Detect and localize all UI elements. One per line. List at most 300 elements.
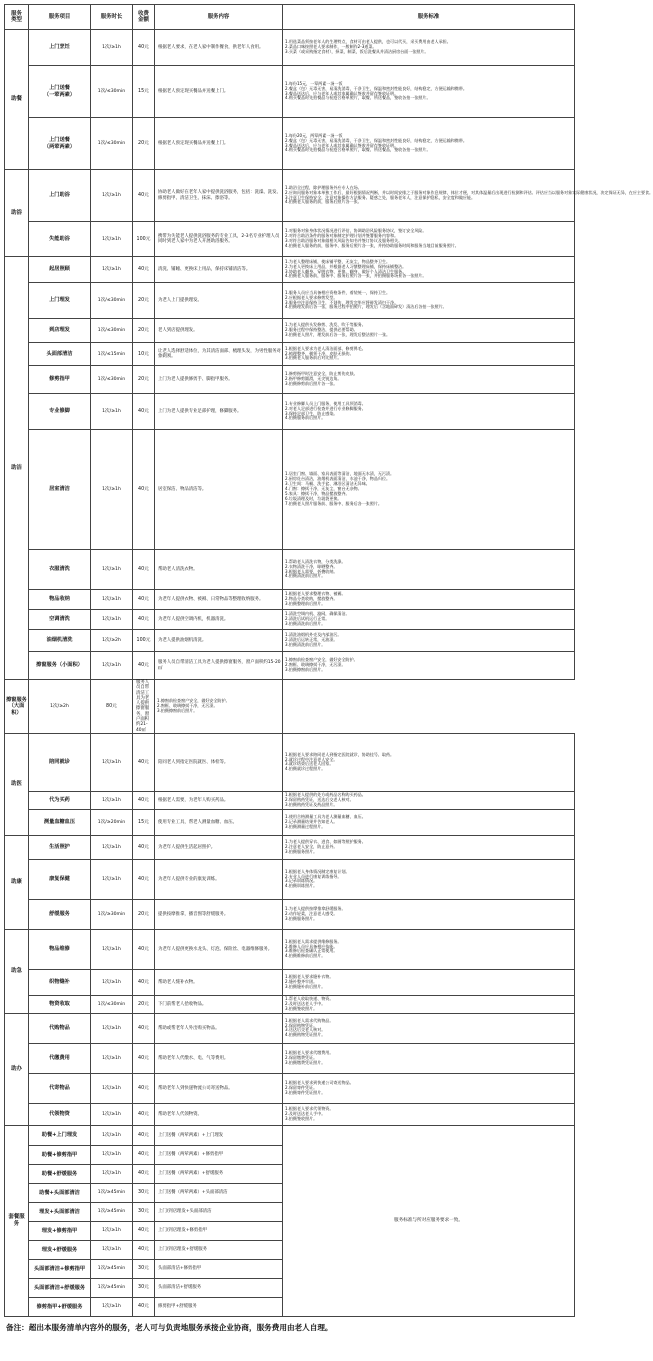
fee-cell: 15元 — [133, 66, 155, 118]
item-cell: 代寄物品 — [29, 1073, 91, 1103]
standard-line: 1.根据老人需求提供维修服务。 — [285, 938, 342, 944]
item-cell: 头面部清洁+修剪指甲 — [29, 1259, 91, 1278]
table-row — [5, 257, 575, 283]
duration-cell: 1次/≥1h — [91, 1103, 133, 1125]
fee-cell: 20元 — [133, 118, 155, 170]
standard-cell — [283, 118, 575, 170]
standard-line: 3.拍摄购药凭证及药品照片。 — [285, 801, 338, 807]
table-row — [5, 430, 575, 550]
standard-line: 1.每份15元，一荤两素一汤一饭 — [285, 80, 343, 86]
service-list — [4, 4, 653, 1333]
header-content: 服务内容 — [155, 5, 283, 30]
table-row — [5, 929, 575, 969]
fee-cell: 40元 — [133, 1221, 155, 1240]
standard-cell — [283, 899, 575, 929]
content-cell: 携带为失能老人提供洗浴服务的专业工具，2-3名专业护理人员同时到老人家中为老人开展助浴服务。 — [155, 222, 283, 257]
fee-cell: 30元 — [133, 1278, 155, 1297]
content-cell: 为老年人提供专业的康复训练。 — [155, 859, 283, 899]
table-body — [5, 30, 653, 1317]
standard-cell — [283, 366, 575, 394]
duration-cell: 1次/≥1h — [91, 394, 133, 430]
table-row — [5, 1043, 575, 1073]
table-row — [5, 343, 575, 366]
standard-cell — [283, 30, 575, 66]
item-cell: 上门送餐 （一荤两素） — [29, 66, 91, 118]
table-row — [5, 1073, 575, 1103]
duration-cell: 1次/≥1h — [91, 1240, 133, 1259]
standard-line: 2.维修人员应具备相应技能。 — [285, 943, 338, 949]
standard-line: 2.厨房灶台清洁，油烟机表面清洁，水池干净，物品归位。 — [285, 476, 391, 482]
table-row — [5, 652, 575, 680]
standard-line: 1.助浴全过程，除护理服务外应专人在场。 — [285, 184, 362, 190]
standard-line: 2.餐盒（包）无毒无害，易清洗消毒，干净卫生，保温和密封性能良好，结构稳定，方便运输和携带。 — [285, 137, 467, 143]
standard-line: 2.餐盒（包）无毒无害，易清洗消毒，干净卫生，保温和密封性能良好，结构稳定，方便运输和携带。 — [285, 85, 467, 91]
fee-cell: 40元 — [133, 1240, 155, 1259]
duration-cell: 1次/≥1h — [91, 550, 133, 590]
item-cell: 舒缓服务 — [29, 899, 91, 929]
fee-cell: 40元 — [133, 969, 155, 995]
item-cell: 起居照顾 — [29, 257, 91, 283]
standard-line: 2.对老人足部进行检查并进行专业修脚服务。 — [285, 405, 366, 411]
fee-cell: 20元 — [133, 319, 155, 343]
standard-line: 1.帮助老人清洗衣物，分类洗涤。 — [285, 558, 346, 564]
fee-cell: 40元 — [133, 170, 155, 222]
standard-cell — [283, 1103, 575, 1125]
standard-cell — [155, 680, 283, 734]
content-cell: 陪同老人到指定医院就医、体检等。 — [155, 733, 283, 791]
fee-cell: 20元 — [133, 995, 155, 1013]
fee-cell: 40元 — [133, 791, 155, 809]
duration-cell: 1次/≥1h — [91, 929, 133, 969]
duration-cell: 1次/≥20min — [91, 809, 133, 835]
table-row — [5, 899, 575, 929]
item-cell: 上门烹饪 — [29, 30, 91, 66]
table-row — [5, 859, 575, 899]
header-row — [5, 5, 575, 30]
standard-line: 3.拍摄修剪前后照片各一张。 — [285, 380, 338, 386]
standard-line: 2.指甲修剪圆滑，无尖锐边角。 — [285, 376, 342, 382]
fee-cell: 20元 — [133, 283, 155, 319]
standard-line: 7.拍摄老人照片服务前、服务中、服务后各一张照片。 — [285, 500, 382, 506]
standard-line: 2.专业人员进行康复训练指导。 — [285, 873, 342, 879]
standard-line: 3.餐品送达后，应与老年人或其家属确认签收并留存签收证明。 — [285, 142, 399, 148]
content-cell: 上门/到店理发+舒缓服务 — [155, 1240, 283, 1259]
table-row — [5, 1013, 575, 1043]
duration-cell: 1次/≥1h — [91, 652, 133, 680]
standard-line: 1.清洗油烟机外壳及内部油污。 — [285, 632, 342, 638]
fee-cell: 40元 — [133, 394, 155, 430]
item-cell: 助餐+修剪指甲 — [29, 1145, 91, 1164]
fee-cell: 40元 — [133, 652, 155, 680]
header-duration: 服务时长 — [91, 5, 133, 30]
fee-cell: 40元 — [133, 1013, 155, 1043]
standard-line: 4.门窗：擦拭干净，无灰尘，窗台无杂物。 — [285, 486, 362, 492]
item-cell: 代领物资 — [29, 1103, 91, 1125]
item-cell: 头面部清洁 — [29, 343, 91, 366]
duration-cell: 1次/≥1h — [91, 30, 133, 66]
item-cell: 代缴费用 — [29, 1043, 91, 1073]
item-cell: 到店理发 — [29, 319, 91, 343]
header-category: 服务 类型 — [5, 5, 29, 30]
standard-line: 1.擦窗前检查窗户安全，做好安全防护。 — [157, 698, 230, 704]
table-row — [5, 66, 575, 118]
content-cell: 帮助老人缝补衣物。 — [155, 969, 283, 995]
category-cell: 助洁 — [5, 257, 29, 680]
standard-line: 2.菜品口味按照老人要求制作，一般制作2-3道菜。 — [285, 44, 377, 50]
standard-line: 2.对符合助浴条件的服务对象制定护理计划并签署服务内容和。 — [285, 233, 399, 239]
duration-cell: 1次/≥1h — [91, 835, 133, 859]
duration-cell: 1次/≤30min — [91, 366, 133, 394]
content-cell: 下门前帮老人拾收物品。 — [155, 995, 283, 1013]
standard-line: 2.保留缴费凭证。 — [285, 1054, 318, 1060]
service-table — [4, 4, 653, 1317]
duration-cell: 1次/≥1h — [91, 1297, 133, 1316]
content-cell: 上门/到店理发+修剪指甲 — [155, 1221, 283, 1240]
standard-line: 3.送达后交老人核对。 — [285, 1027, 326, 1033]
standard-line: 2.注意老人安全，防止意外。 — [285, 843, 338, 849]
fee-cell: 100元 — [133, 630, 155, 652]
duration-cell: 1次/≥1h — [91, 733, 133, 791]
standard-line: 4.拍摄老人服务前，服务中、服务后照片各一张，并拍摄服务场景各一张照片。 — [285, 273, 427, 279]
standard-line: 4.购买餐品时先拍餐品与检疫合格单照片，取餐、所送餐品，签收各拍一张照片。 — [285, 95, 431, 101]
content-cell: 上门为老人提供专业足部护理，修脚服务。 — [155, 394, 283, 430]
table-row — [5, 809, 575, 835]
standard-cell — [283, 319, 575, 343]
fee-cell: 40元 — [133, 610, 155, 630]
item-cell: 物品维修 — [29, 929, 91, 969]
item-cell: 代购物品 — [29, 1013, 91, 1043]
category-cell: 助医 — [5, 733, 29, 835]
standard-cell — [283, 859, 575, 899]
standard-cell — [283, 343, 575, 366]
standard-line: 1.根据老人身体情况制定康复计划。 — [285, 868, 350, 874]
table-row — [5, 30, 575, 66]
standard-line: 2.服务过程中保持整洁，提供必要帮助。 — [285, 327, 358, 333]
fee-cell: 40元 — [133, 859, 155, 899]
duration-cell: 1次/≥1h — [91, 1164, 133, 1183]
fee-cell: 40元 — [133, 430, 155, 550]
standard-cell — [283, 995, 575, 1013]
standard-line: 3.保持足部卫生，防止感染。 — [285, 410, 338, 416]
standard-line: 2.保留寄件凭证。 — [285, 1084, 318, 1090]
item-cell: 助餐+舒缓服务 — [29, 1164, 91, 1183]
standard-line: 2.衣物清洗干净，晾晒整齐。 — [285, 563, 338, 569]
standard-line: 3.拍摄服务照片。 — [285, 848, 318, 854]
standard-line: 2.保留购药凭证，送达后交老人核对。 — [285, 796, 354, 802]
item-cell: 理发+头面部清洁 — [29, 1202, 91, 1221]
standard-cell — [283, 283, 575, 319]
standard-cell — [283, 929, 575, 969]
content-cell: 让老人选择舒适体位，为其清洁面部、梳理头发，为男性服务对象剃须。 — [155, 343, 283, 366]
fee-cell: 100元 — [133, 222, 155, 257]
content-cell: 根据老人预定现买餐品并送餐上门。 — [155, 66, 283, 118]
item-cell: 上门理发 — [29, 283, 91, 319]
standard-line: 3.拍摄签收照片。 — [285, 1115, 318, 1121]
standard-line: 1.根据老人要求代缴费用。 — [285, 1050, 334, 1056]
fee-cell: 10元 — [133, 343, 155, 366]
standard-line: 4.拍摄理发前后各一张，服务过程中拍照片，理发后（含地面碎发）清洁后各拍一张照片。 — [285, 304, 447, 310]
duration-cell: 1次/≥1h — [91, 969, 133, 995]
item-cell: 失能助浴 — [29, 222, 91, 257]
item-cell: 物资收取 — [29, 995, 91, 1013]
standard-cell — [283, 835, 575, 859]
standard-line: 3.拍摄测量过程照片。 — [285, 823, 326, 829]
fee-cell: 40元 — [133, 257, 155, 283]
table-row — [5, 550, 575, 590]
fee-cell: 40元 — [133, 1073, 155, 1103]
standard-line: 3.对符合助浴服务对象做相关风险告知书并签订协议及服务相关。 — [285, 238, 403, 243]
item-cell: 上门送餐 （两荤两素） — [29, 118, 91, 170]
standard-cell — [283, 66, 575, 118]
standard-line: 2.及时送达老人手中。 — [285, 1110, 326, 1116]
fee-cell: 30元 — [133, 1259, 155, 1278]
category-cell: 助办 — [5, 1013, 29, 1125]
standard-line: 1.为老人提供按摩推拿舒缓服务。 — [285, 906, 346, 912]
standard-line: 4.拍摄清洗前后照片。 — [285, 573, 326, 579]
content-cell: 上门送餐（两荤两素）+修剪指甲 — [155, 1145, 283, 1164]
standard-line: 4.购买餐品时先拍餐品与检疫合格单照片，取餐、所送餐品，签收各拍一张照片。 — [285, 147, 431, 153]
duration-cell: 1次/≥1h — [91, 257, 133, 283]
content-cell: 帮助或帮老年人外出购买物品。 — [155, 1013, 283, 1043]
content-cell: 为老年人提供空调内机，机器清洗。 — [155, 610, 283, 630]
header-standard: 服务标准 — [283, 5, 575, 30]
table-row — [5, 1103, 575, 1125]
table-row — [5, 283, 575, 319]
item-cell: 生活照护 — [29, 835, 91, 859]
standard-cell — [283, 791, 575, 809]
item-cell: 陪同就诊 — [29, 733, 91, 791]
content-cell: 帮助老年人代缴水、电、气等费用。 — [155, 1043, 283, 1073]
standard-line: 3.卫生间：马桶、洗手盆、淋浴区清洁无异味。 — [285, 481, 370, 487]
standard-line: 1.帮老人收取快递、物资。 — [285, 996, 334, 1002]
item-cell: 擦窗服务（小面积） — [29, 652, 91, 680]
standard-line: 3.餐品送达后，应与老年人或其家属确认签收并留存签收证明。 — [285, 90, 399, 96]
fee-cell: 40元 — [133, 1145, 155, 1164]
table-row — [5, 118, 575, 170]
standard-line: 3.买菜（或采购指定食材），择菜，制菜，饭后洗餐具并清洁厨房台面一张照片。 — [285, 48, 429, 54]
standard-line: 2.应询问服务对象本单独工作后，最好根据情况判断，并以时间安排之于服务对象作息规律，体位才便，对其体温量后出现进行检测和评估。评估应当以服务对象实际健康状况，决定保证无异，在应主要食。 — [285, 189, 653, 195]
standard-line: 1.根据老人需求代购物品。 — [285, 1017, 334, 1023]
content-cell: 帮助老人清洗衣物。 — [155, 550, 283, 590]
standard-line: 2.窗框、玻璃擦拭干净，无污渍。 — [285, 662, 346, 668]
duration-cell: 1次/≥1h — [91, 170, 133, 222]
standard-cell — [283, 1013, 575, 1043]
standard-line: 4.拍摄老人服务的前，服务中、服务后照片各一张，并持协助服务时间和服务当地目前服务照片。 — [285, 242, 459, 248]
item-cell: 修剪指甲+舒缓服务 — [29, 1297, 91, 1316]
standard-line: 2.记录测量结果并告知老人。 — [285, 818, 338, 824]
standard-line: 2.动作轻柔，注意老人感受。 — [285, 910, 338, 916]
fee-cell: 80元 — [91, 680, 133, 734]
standard-line: 3.拍摄清洗前后照片。 — [285, 620, 326, 626]
standard-line: 2.窗框、玻璃擦拭干净，无污渍。 — [157, 703, 218, 708]
item-cell: 助餐+头面部清洁 — [29, 1183, 91, 1202]
standard-line: 3.拍摄擦窗前后照片。 — [157, 707, 198, 713]
duration-cell: 1次/≥1h — [91, 1125, 133, 1145]
item-cell: 理发+舒缓服务 — [29, 1240, 91, 1259]
standard-line: 4.拍摄服务前后照片。 — [285, 415, 326, 421]
fee-cell: 40元 — [133, 835, 155, 859]
item-cell: 擦窗服务（大面积） — [5, 680, 29, 734]
standard-line: 1.专业修脚人员上门服务，使用工具须消毒。 — [285, 400, 366, 406]
content-cell: 上门为老人提供修剪手、脚指甲服务。 — [155, 366, 283, 394]
standard-line: 1.服务人员应当具备相应资格条件，着装统一，保持卫生。 — [285, 289, 391, 295]
duration-cell: 1次/≥1h — [91, 222, 133, 257]
fee-cell: 15元 — [133, 809, 155, 835]
duration-cell: 1次/≥45min — [91, 1278, 133, 1297]
item-cell: 头面部清洁+舒缓服务 — [29, 1278, 91, 1297]
standard-cell: 服务标准与所对应服务要求一致。 — [283, 1125, 575, 1316]
fee-cell: 40元 — [133, 1125, 155, 1145]
duration-cell: 1次/≥2h — [91, 630, 133, 652]
duration-cell: 1次/≥1h — [91, 1013, 133, 1043]
standard-cell — [283, 1073, 575, 1103]
item-cell: 衣服清洗 — [29, 550, 91, 590]
item-cell: 油烟机清洗 — [29, 630, 91, 652]
category-cell: 助康 — [5, 835, 29, 929]
content-cell: 根据老人需要，为老年人购买药品。 — [155, 791, 283, 809]
duration-cell: 1次/≥45min — [91, 1183, 133, 1202]
content-cell: 帮助老年人到快递物流公司寄送物品。 — [155, 1073, 283, 1103]
item-cell: 居室清洁 — [29, 430, 91, 550]
duration-cell: 1次/≥1h — [91, 859, 133, 899]
standard-cell — [283, 430, 575, 550]
standard-line: 3.拍摄整理前后照片。 — [285, 600, 326, 606]
fee-cell: 20元 — [133, 366, 155, 394]
content-cell: 提供按摩推拿，播音图等舒缓服务。 — [155, 899, 283, 929]
table-row — [5, 394, 575, 430]
fee-cell: 40元 — [133, 929, 155, 969]
standard-cell — [283, 733, 575, 791]
fee-cell: 40元 — [133, 550, 155, 590]
fee-cell: 40元 — [133, 1164, 155, 1183]
item-cell: 测量血糖血压 — [29, 809, 91, 835]
table-row — [5, 791, 575, 809]
item-cell: 代为买药 — [29, 791, 91, 809]
standard-cell — [283, 652, 575, 680]
standard-line: 2.缝补整齐牢固。 — [285, 978, 318, 984]
item-cell: 织物缝补 — [29, 969, 91, 995]
content-cell: 为老年人提供更换水龙头、灯泡、保险丝、电器维修服务。 — [155, 929, 283, 969]
standard-cell — [283, 610, 575, 630]
standard-line: 1.擦窗前检查窗户安全，做好安全防护。 — [285, 657, 358, 663]
standard-line: 1.使用合格测量工具为老人测量血糖、血压。 — [285, 814, 366, 820]
standard-line: 1.根据老人提供的处方或药品名称购买药品。 — [285, 792, 366, 798]
table-row — [5, 319, 575, 343]
standard-line: 3.维修后检查确认正常使用。 — [285, 948, 338, 954]
standard-line: 2.保留购物凭证。 — [285, 1022, 318, 1028]
fee-cell: 40元 — [133, 1043, 155, 1073]
table-row — [5, 610, 575, 630]
item-cell: 理发+修剪指甲 — [29, 1221, 91, 1240]
content-cell: 头面部清洁+修剪指甲 — [155, 1259, 283, 1278]
standard-line: 2.就诊过程中注意老人安全。 — [285, 756, 338, 762]
content-cell: 为老人上门提供理发。 — [155, 283, 283, 319]
standard-line: 2.及时送达老人手中。 — [285, 1000, 326, 1006]
content-cell: 修剪指甲+舒缓服务 — [155, 1297, 283, 1316]
fee-cell: 40元 — [133, 1103, 155, 1125]
standard-line: 2.清洗后运转正常，无油渍。 — [285, 637, 338, 643]
table-row — [5, 366, 575, 394]
fee-cell: 40元 — [133, 733, 155, 791]
standard-line: 4.拍摄购物凭证照片。 — [285, 1032, 326, 1038]
content-cell: 为老人提供油烟机清洗。 — [155, 630, 283, 652]
standard-line: 1.居室门窗、墙面、家具表面等清洁，地面无水渍，无污渍。 — [285, 471, 395, 477]
content-cell: 服务人员自带清洁工具为老人提供擦窗服务，窗户面积约21-40㎡ — [133, 680, 155, 734]
duration-cell: 1次/≤30min — [91, 118, 133, 170]
content-cell: 根据老人预定现买餐品并送餐上门。 — [155, 118, 283, 170]
duration-cell: 1次/≤30min — [91, 995, 133, 1013]
header-item: 服务项目 — [29, 5, 91, 30]
standard-line: 3.就诊结束后送老人回家。 — [285, 761, 334, 767]
standard-line: 4.拍摄老人服务的前，服务后照片各一张。 — [285, 199, 362, 205]
standard-line: 4.拍摄训练照片。 — [285, 883, 318, 889]
standard-line: 3.协助老人翻身、穿脱衣物、更换、翻身，做好个人清洁卫生服务。 — [285, 268, 407, 274]
content-cell: 老人到店提供理发。 — [155, 319, 283, 343]
duration-cell: 1次/≥1h — [91, 430, 133, 550]
table-row — [5, 222, 575, 257]
table-row — [5, 995, 575, 1013]
content-cell: 服务人员自带清洁工具为老人提供擦窗服务，窗户面积约15-20㎡ — [155, 652, 283, 680]
standard-cell — [283, 969, 575, 995]
content-cell: 上门送餐（两荤两素）+上门理发 — [155, 1125, 283, 1145]
standard-line: 1.为老人提供头发修剪、洗发、吹干等服务。 — [285, 322, 366, 328]
standard-cell — [283, 170, 653, 222]
standard-cell — [283, 550, 575, 590]
standard-line: 4.拍摄就诊过程照片。 — [285, 766, 326, 772]
standard-line: 3.记录训练情况。 — [285, 878, 318, 884]
category-cell: 助餐 — [5, 30, 29, 170]
standard-line: 3.拍摄老人照片，理发前后各一张，理发后整洁照片一张。 — [285, 331, 391, 337]
standard-line: 3.拍摄缴费凭证照片。 — [285, 1059, 326, 1065]
content-cell: 上门送餐（两荤两素）+舒缓服务 — [155, 1164, 283, 1183]
duration-cell: 1次/≥30min — [91, 899, 133, 929]
content-cell: 清洗、铺睡、更换床上用品，保持床铺清洁等。 — [155, 257, 283, 283]
item-cell: 修剪指甲 — [29, 366, 91, 394]
duration-cell: 1次/≥1h — [91, 610, 133, 630]
table-row — [5, 733, 575, 791]
standard-line: 1.为老人提供穿衣、进食、如厕等照护服务。 — [285, 839, 366, 845]
item-cell: 上门助浴 — [29, 170, 91, 222]
duration-cell: 1次/≤15min — [91, 343, 133, 366]
standard-line: 3.拍摄服务照片。 — [285, 915, 318, 921]
content-cell: 上门/到店理发+头面部清洁 — [155, 1202, 283, 1221]
standard-line: 2.清洗后试机运行正常。 — [285, 616, 330, 622]
standard-line: 6.垃圾清理及时，垃圾袋更换。 — [285, 495, 342, 501]
header-fee: 收费 金额 — [133, 5, 155, 30]
content-cell: 根据老人要求，在老人家中制作餐食，供老年人食用。 — [155, 30, 283, 66]
content-cell: 上门送餐（两荤两素）+头面部清洁 — [155, 1183, 283, 1202]
table-row — [5, 969, 575, 995]
fee-cell: 40元 — [133, 590, 155, 610]
standard-line: 3.拍摄寄件凭证照片。 — [285, 1089, 326, 1095]
fee-cell: 40元 — [133, 1297, 155, 1316]
standard-cell — [283, 222, 575, 257]
duration-cell: 1次/≥1h — [91, 590, 133, 610]
table-row — [5, 170, 575, 222]
content-cell: 帮助老年人代领物资。 — [155, 1103, 283, 1125]
standard-line: 2.梳理整齐，剃须干净，皮肤无损伤。 — [285, 350, 354, 356]
standard-line: 1.根据老人要求到快递公司寄送物品。 — [285, 1080, 354, 1086]
content-cell: 居室保洁、物品清洁等。 — [155, 430, 283, 550]
standard-line: 3.拍摄老人服务前后对比照片。 — [285, 355, 342, 361]
table-row — [5, 680, 575, 734]
content-cell: 头面部清洁+舒缓服务 — [155, 1278, 283, 1297]
duration-cell: 1次/≥1h — [91, 1073, 133, 1103]
fee-cell: 30元 — [133, 1183, 155, 1202]
standard-line: 3.拍摄缝补前后照片。 — [285, 983, 326, 989]
duration-cell: 1次/≥45min — [91, 1259, 133, 1278]
standard-line: 5.家具：擦拭干净，物品摆放整齐。 — [285, 490, 350, 496]
